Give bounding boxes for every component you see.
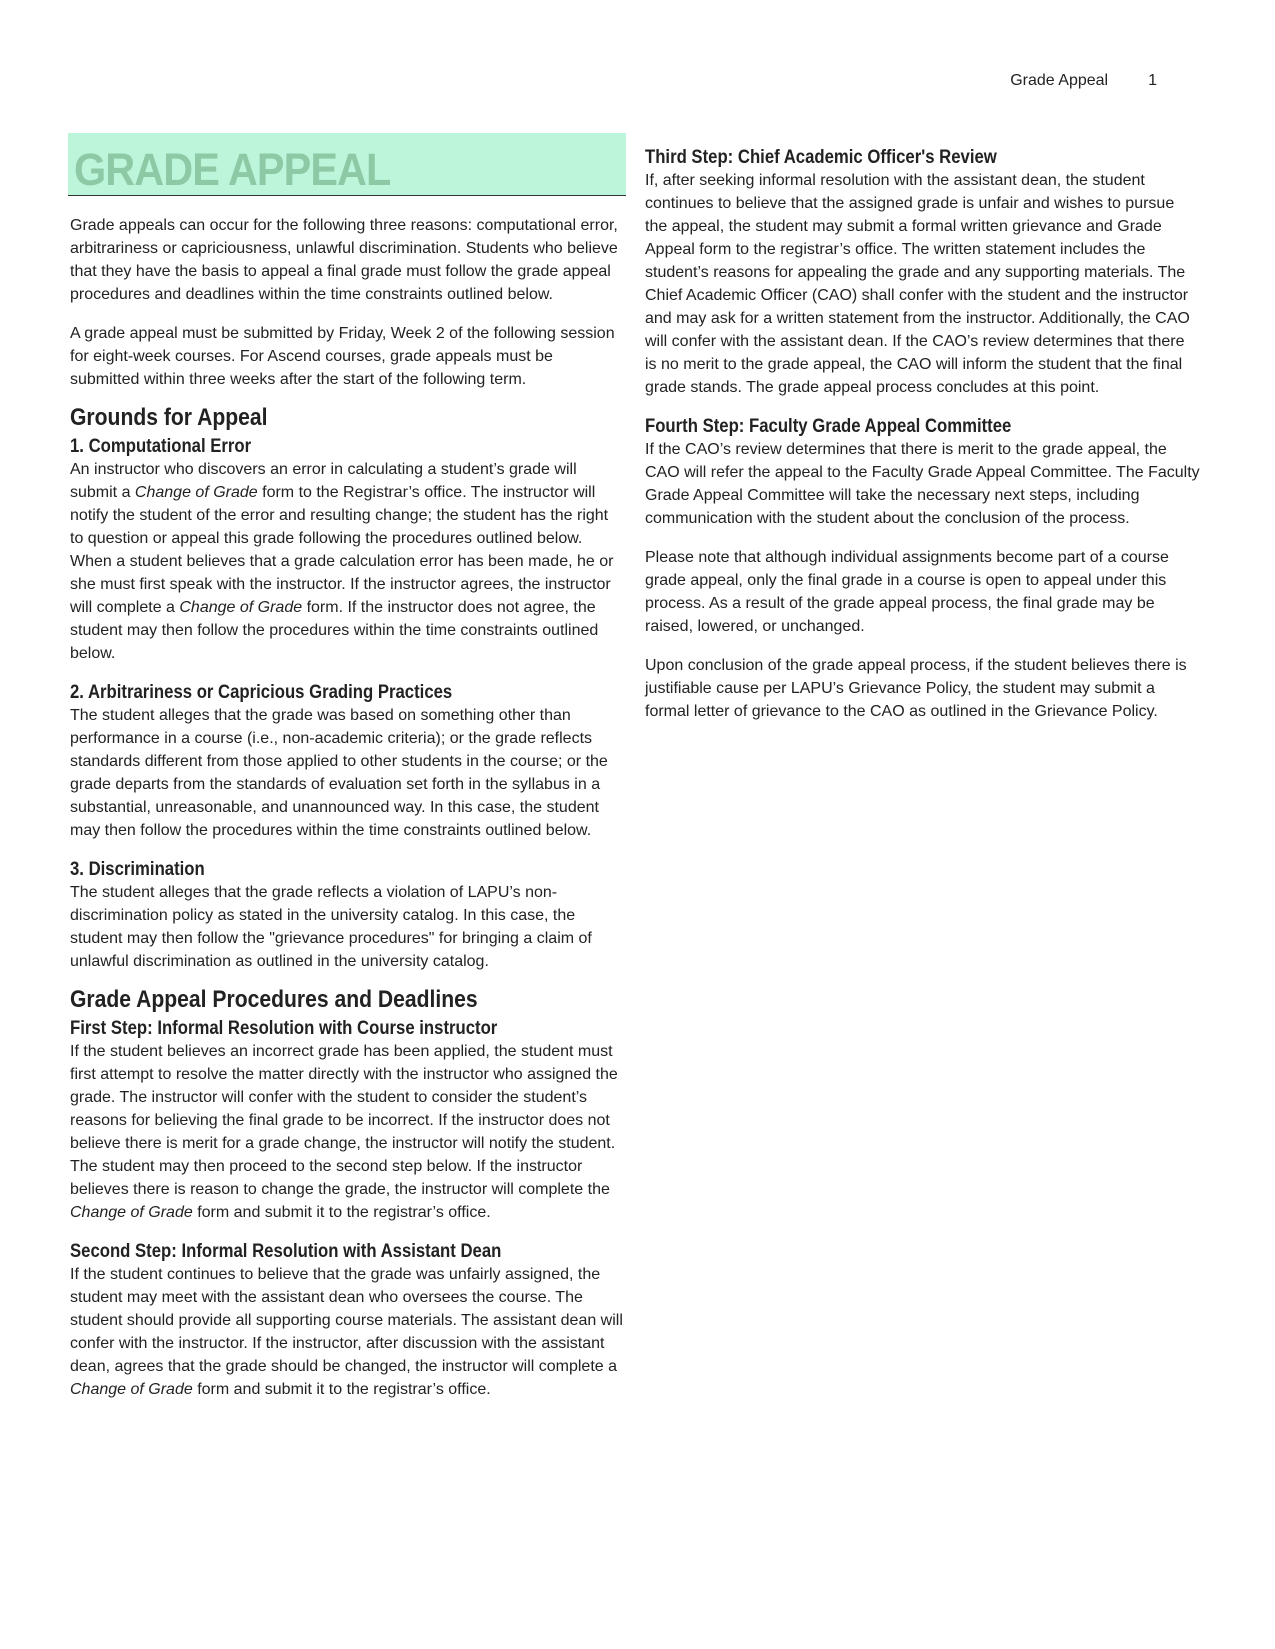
third-step-heading: Third Step: Chief Academic Officer's Review: [645, 147, 997, 168]
computational-error-paragraph-2: When a student believes that a grade calculation error has been made, he or she must first speak with the instructor. If the instructor agrees, the instructor will complete a Change of Grade form. If the instructor does not agree, the student may then follow the procedures within the time constraints outlined below.: [70, 553, 614, 662]
fourth-step-heading: Fourth Step: Faculty Grade Appeal Committee: [645, 416, 1012, 437]
change-of-grade-form-name: Change of Grade: [134, 484, 258, 501]
running-header: [1010, 72, 1157, 90]
discrimination-heading: 3. Discrimination: [70, 859, 205, 880]
intro-paragraph-2: A grade appeal must be submitted by Friday, Week 2 of the following session for eight-week courses. For Ascend courses, grade appeals must be submitted within three weeks after the start of the following term.: [70, 325, 615, 388]
procedures-heading: Grade Appeal Procedures and Deadlines: [70, 986, 478, 1013]
second-step-paragraph: If the student continues to believe that the grade was unfairly assigned, the student may meet with the assistant dean who oversees the course. The student should provide all supporting course materials. The assistant dean will confer with the instructor. If the instructor, after discussion with the assistant dean, agrees that the grade should be changed, the instructor will complete a Change of Grade form and submit it to the registrar’s office.: [70, 1266, 623, 1398]
arbitrariness-heading: 2. Arbitrariness or Capricious Grading Practices: [70, 682, 453, 703]
page-title: GRADE APPEAL: [74, 144, 391, 195]
computational-error-heading: 1. Computational Error: [70, 436, 252, 457]
header-section-title: Grade Appeal: [1010, 72, 1109, 89]
conclusion-paragraph: Upon conclusion of the grade appeal process, if the student believes there is justifiable cause per LAPU’s Grievance Policy, the student may submit a formal letter of grievance to the CAO as outlined in the Grievance Policy.: [645, 657, 1187, 720]
left-column: [70, 133, 625, 1417]
first-step-paragraph: If the student believes an incorrect grade has been applied, the student must first attempt to resolve the matter directly with the instructor who assigned the grade. The instructor will confer with the student to consider the student’s reasons for believing the final grade to be incorrect. If the instructor does not believe there is merit for a grade change, the instructor will notify the student. The student may then proceed to the second step below. If the instructor believes there is reason to change the grade, the instructor will complete the Change of Grade form and submit it to the registrar’s office.: [70, 1043, 618, 1221]
third-step-paragraph: If, after seeking informal resolution with the assistant dean, the student continues to believe that the assigned grade is unfair and wishes to pursue the appeal, the student may submit a formal written grievance and Grade Appeal form to the registrar’s office. The written statement includes the student’s reasons for appealing the grade and any supporting materials. The Chief Academic Officer (CAO) shall confer with the student and the instructor and may ask for a written statement from the instructor. Additionally, the CAO will confer with the assistant dean. If the CAO’s review determines that there is no merit to the grade appeal, the CAO will inform the student that the final grade stands. The grade appeal process concludes at this point.: [645, 172, 1190, 396]
second-step-heading: Second Step: Informal Resolution with Assistant Dean: [70, 1241, 502, 1262]
right-column: [645, 146, 1200, 739]
fourth-step-paragraph: If the CAO’s review determines that there is merit to the grade appeal, the CAO will refer the appeal to the Faculty Grade Appeal Committee. The Faculty Grade Appeal Committee will take the necessary next steps, including communication with the student about the conclusion of the process.: [645, 441, 1200, 527]
intro-paragraph-1: Grade appeals can occur for the following three reasons: computational error, arbitrariness or capriciousness, unlawful discrimination. Students who believe that they have the basis to appeal a final grade must follow the grade appeal procedures and deadlines within the time constraints outlined below.: [70, 217, 618, 303]
first-step-heading: First Step: Informal Resolution with Course instructor: [70, 1018, 498, 1039]
arbitrariness-paragraph: The student alleges that the grade was based on something other than performance in a course (i.e., non-academic criteria); or the grade reflects standards different from those applied to other students in the course; or the grade departs from the standards of evaluation set forth in the syllabus in a substantial, unreasonable, and unannounced way. In this case, the student may then follow the procedures within the time constraints outlined below.: [70, 707, 608, 839]
change-of-grade-form-name: Change of Grade: [70, 1381, 193, 1398]
computational-error-paragraph-1: An instructor who discovers an error in calculating a student’s grade will submit a Change of Grade form to the Registrar’s office. The instructor will notify the student of the error and resulting change; the student has the right to question or appeal this grade following the procedures outlined below.: [70, 461, 609, 547]
title-band: [68, 133, 626, 196]
page-number: 1: [1148, 72, 1157, 89]
grounds-heading: Grounds for Appeal: [70, 404, 268, 431]
note-paragraph: Please note that although individual assignments become part of a course grade appeal, only the final grade in a course is open to appeal under this process. As a result of the grade appeal process, the final grade may be raised, lowered, or unchanged.: [645, 549, 1169, 635]
discrimination-paragraph: The student alleges that the grade reflects a violation of LAPU’s non-discrimination policy as stated in the university catalog. In this case, the student may then follow the "grievance procedures" for bringing a claim of unlawful discrimination as outlined in the university catalog.: [70, 884, 592, 970]
change-of-grade-form-name: Change of Grade: [70, 1204, 193, 1221]
change-of-grade-form-name: Change of Grade: [179, 599, 303, 616]
